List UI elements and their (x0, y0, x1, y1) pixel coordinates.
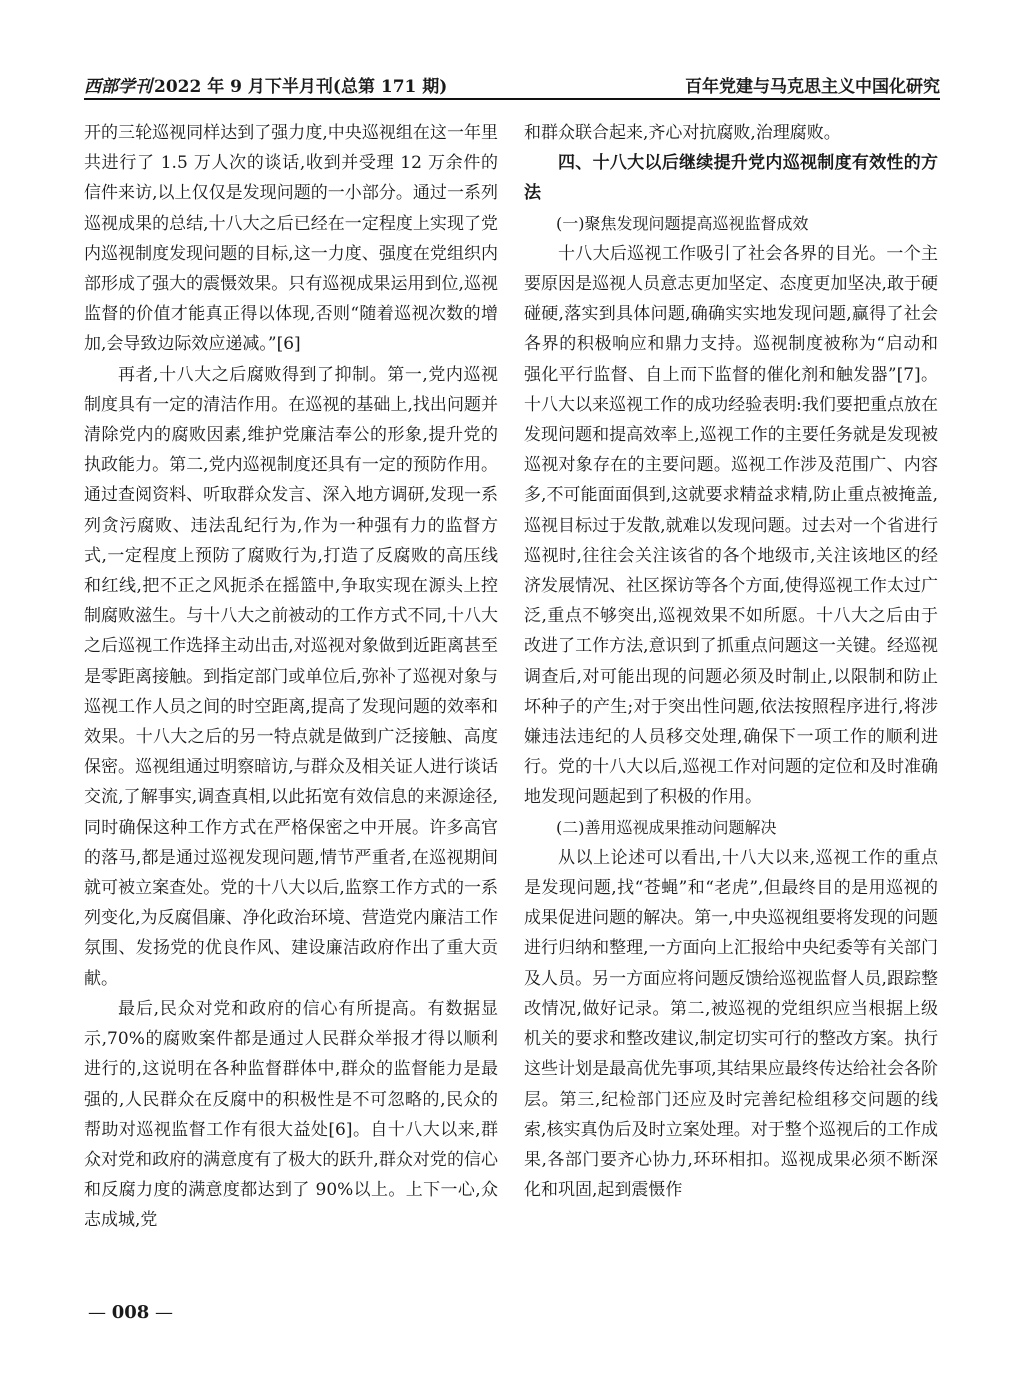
issue-info: 2022 年 9 月下半月刊(总第 171 期) (154, 77, 448, 97)
section-heading: 四、十八大以后继续提升党内巡视制度有效性的方法 (524, 153, 938, 204)
subsection-heading: (一)聚焦发现问题提高巡视监督成效 (556, 213, 809, 233)
page-number: 008 (111, 1302, 150, 1323)
paragraph: 十八大后巡视工作吸引了社会各界的目光。一个主要原因是巡视人员意志更加坚定、态度更加坚决,敢于硬碰硬,落实到具体问题,确确实实地发现问题,赢得了社会各界的积极响应和鼎力支持。巡视制度被称为“启动和强化平行监督、自上而下监督的催化剂和触发器”[7]。十八大以来巡视工作的成功经验表明:我们要把重点放在发现问题和提高效率上,巡视工作的主要任务就是发现被巡视对象存在的主要问题。巡视工作涉及范围广、内容多,不可能面面俱到,这就要求精益求精,防止重点被掩盖,巡视目标过于发散,就难以发现问题。过去对一个省进行巡视时,往往会关注该省的各个地级市,关注该地区的经济发展情况、社区探访等各个方面,使得巡视工作太过广泛,重点不够突出,巡视效果不如所愿。十八大之后由于改进了工作方法,意识到了抓重点问题这一关键。经巡视调查后,对可能出现的问题必须及时制止,以限制和防止坏种子的产生;对于突出性问题,依法按照程序进行,将涉嫌违法违纪的人员移交处理,确保下一项工作的顺利进行。党的十八大以后,巡视工作对问题的定位和及时准确地发现问题起到了积极的作用。 (524, 243, 938, 808)
left-column (84, 118, 498, 1236)
running-header (84, 68, 940, 100)
paragraph: 开的三轮巡视同样达到了强力度,中央巡视组在这一年里共进行了 1.5 万人次的谈话,收到并受理 12 万余件的信件来访,以上仅仅是发现问题的一小部分。通过一系列巡视成果的总结,十八大之后已经在一定程度上实现了党内巡视制度发现问题的目标,这一力度、强度在党组织内部形成了强大的震慑效果。只有巡视成果运用到位,巡视监督的价值才能真正得以体现,否则“随着巡视次数的增加,会导致边际效应递减。”[6] (84, 123, 498, 355)
paragraph: 再者,十八大之后腐败得到了抑制。第一,党内巡视制度具有一定的清洁作用。在巡视的基础上,找出问题并清除党内的腐败因素,维护党廉洁奉公的形象,提升党的执政能力。第二,党内巡视制度还具有一定的预防作用。通过查阅资料、听取群众发言、深入地方调研,发现一系列贪污腐败、违法乱纪行为,作为一种强有力的监督方式,一定程度上预防了腐败行为,打造了反腐败的高压线和红线,把不正之风扼杀在摇篮中,争取实现在源头上控制腐败滋生。与十八大之前被动的工作方式不同,十八大之后巡视工作选择主动出击,对巡视对象做到近距离甚至是零距离接触。到指定部门或单位后,弥补了巡视对象与巡视工作人员之间的时空距离,提高了发现问题的效率和效果。十八大之后的另一特点就是做到广泛接触、高度保密。巡视组通过明察暗访,与群众及相关证人进行谈话交流,了解事实,调查真相,以此拓宽有效信息的来源途径,同时确保这种工作方式在严格保密之中开展。许多高官的落马,都是通过巡视发现问题,情节严重者,在巡视期间就可被立案查处。党的十八大以后,监察工作方式的一系列变化,为反腐倡廉、净化政治环境、营造党内廉洁工作氛围、发扬党的优良作风、建设廉洁政府作出了重大贡献。 (84, 364, 498, 989)
journal-logo: 西部学刊 (84, 77, 152, 97)
paragraph: 最后,民众对党和政府的信心有所提高。有数据显示,70%的腐败案件都是通过人民群众举报才得以顺利进行的,这说明在各种监督群体中,群众的监督能力是最强的,人民群众在反腐中的积极性是不可忽略的,民众的帮助对巡视监督工作有很大益处[6]。自十八大以来,群众对党和政府的满意度有了极大的跃升,群众对党的信心和反腐力度的满意度都达到了 90%以上。上下一心,众志成城,党 (84, 998, 498, 1231)
paragraph: 和群众联合起来,齐心对抗腐败,治理腐败。 (524, 123, 841, 143)
journal-issue-line (84, 72, 447, 97)
subsection-heading: (二)善用巡视成果推动问题解决 (556, 817, 777, 837)
paragraph: 从以上论述可以看出,十八大以来,巡视工作的重点是发现问题,找“苍蝇”和“老虎”,但最终目的是用巡视的成果促进问题的解决。第一,中央巡视组要将发现的问题进行归纳和整理,一方面向上汇报给中央纪委等有关部门及人员。另一方面应将问题反馈给巡视监督人员,跟踪整改情况,做好记录。第二,被巡视的党组织应当根据上级机关的要求和整改建议,制定切实可行的整改方案。执行这些计划是最高优先事项,其结果应最终传达给社会各阶层。第三,纪检部门还应及时完善纪检组移交问题的线索,核实真伪后及时立案处理。对于整个巡视后的工作成果,各部门要齐心协力,环环相扣。巡视成果必须不断深化和巩固,起到震慑作 (524, 847, 938, 1201)
right-column (524, 118, 938, 1205)
section-title: 百年党建与马克思主义中国化研究 (685, 77, 940, 97)
page-footer: — 008 — (88, 1302, 174, 1323)
